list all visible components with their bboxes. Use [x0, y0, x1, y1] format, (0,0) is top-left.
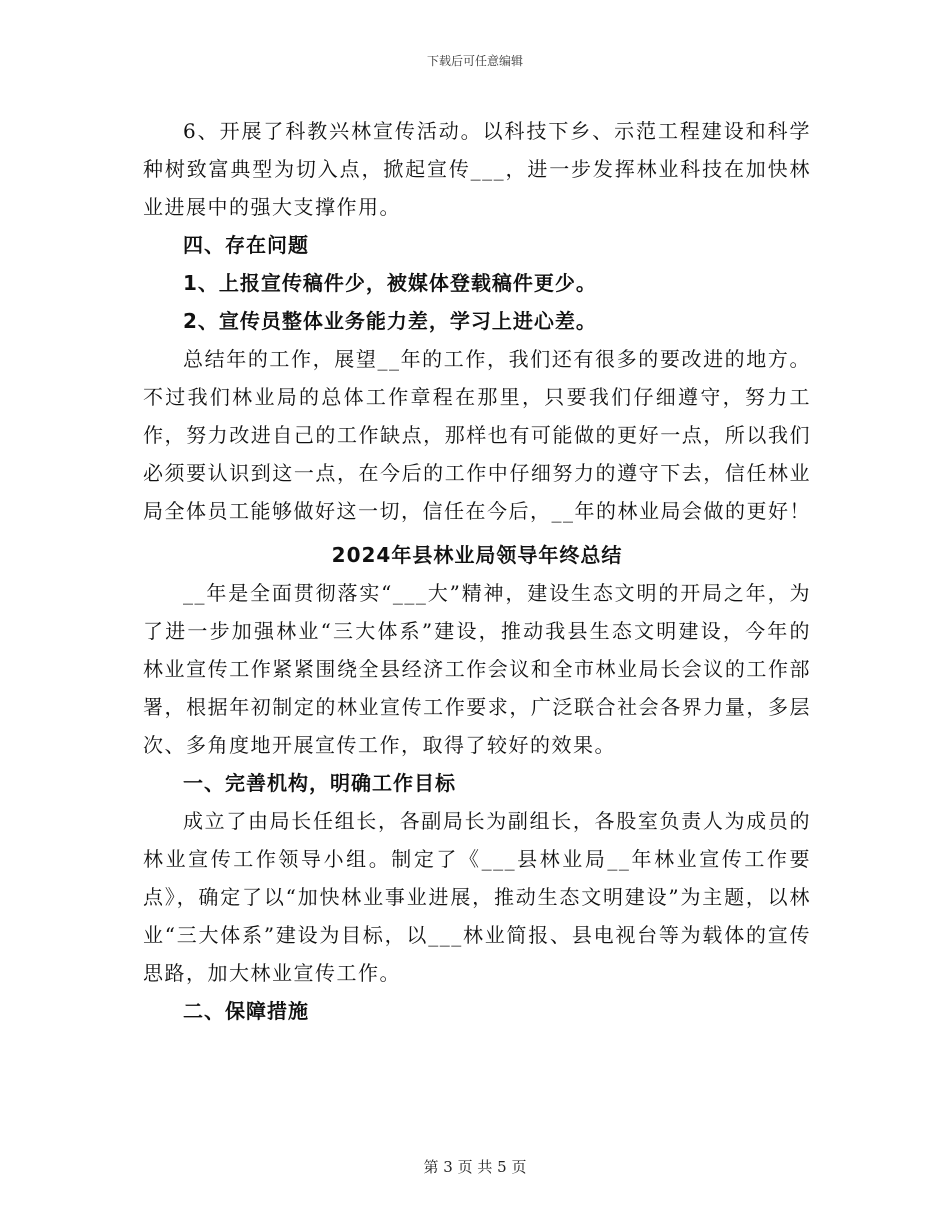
- heading-section-1: 一、完善机构，明确工作目标: [183, 771, 456, 795]
- document-body: [143, 112, 811, 1030]
- paragraph-intro: __年是全面贯彻落实“___大”精神，建设生态文明的开局之年，为了进一步加强林业“三大体系”建设，推动我县生态文明建设，今年的林业宣传工作紧紧围绕全县经济工作会议和全市林业局长会议的工作部署，根据年初制定的林业宣传工作要求，广泛联合社会各界力量，多层次、多角度地开展宣传工作，取得了较好的效果。: [143, 581, 811, 757]
- heading-problems: 四、存在问题: [183, 233, 309, 257]
- heading-problem-2: 2、宣传员整体业务能力差，学习上进心差。: [183, 309, 597, 333]
- page-number: 第 3 页 共 5 页: [423, 1158, 527, 1176]
- paragraph-science-promotion: 6、开展了科教兴林宣传活动。以科技下乡、示范工程建设和科学种树致富典型为切入点，掀起宣传___，进一步发挥林业科技在加快林业进展中的强大支撑作用。: [143, 119, 811, 219]
- paragraph-section-1: 成立了由局长任组长，各副局长为副组长，各股室负责人为成员的林业宣传工作领导小组。制定了《___县林业局__年林业宣传工作要点》，确定了以“加快林业事业进展，推动生态文明建设”为主题，以林业“三大体系”建设为目标，以___林业简报、县电视台等为载体的宣传思路，加大林业宣传工作。: [143, 809, 811, 985]
- heading-section-2: 二、保障措施: [183, 999, 309, 1023]
- paragraph-summary: 总结年的工作，展望__年的工作，我们还有很多的要改进的地方。不过我们林业局的总体工作章程在那里，只要我们仔细遵守，努力工作，努力改进自己的工作缺点，那样也有可能做的更好一点，所以我们必须要认识到这一点，在今后的工作中仔细努力的遵守下去，信任林业局全体员工能够做好这一切，信任在今后，__年的林业局会做的更好！: [143, 347, 811, 523]
- heading-problem-1: 1、上报宣传稿件少，被媒体登载稿件更少。: [183, 271, 597, 295]
- page-header-note: 下载后可任意编辑: [426, 54, 523, 68]
- document-title: 2024年县林业局领导年终总结: [331, 543, 623, 567]
